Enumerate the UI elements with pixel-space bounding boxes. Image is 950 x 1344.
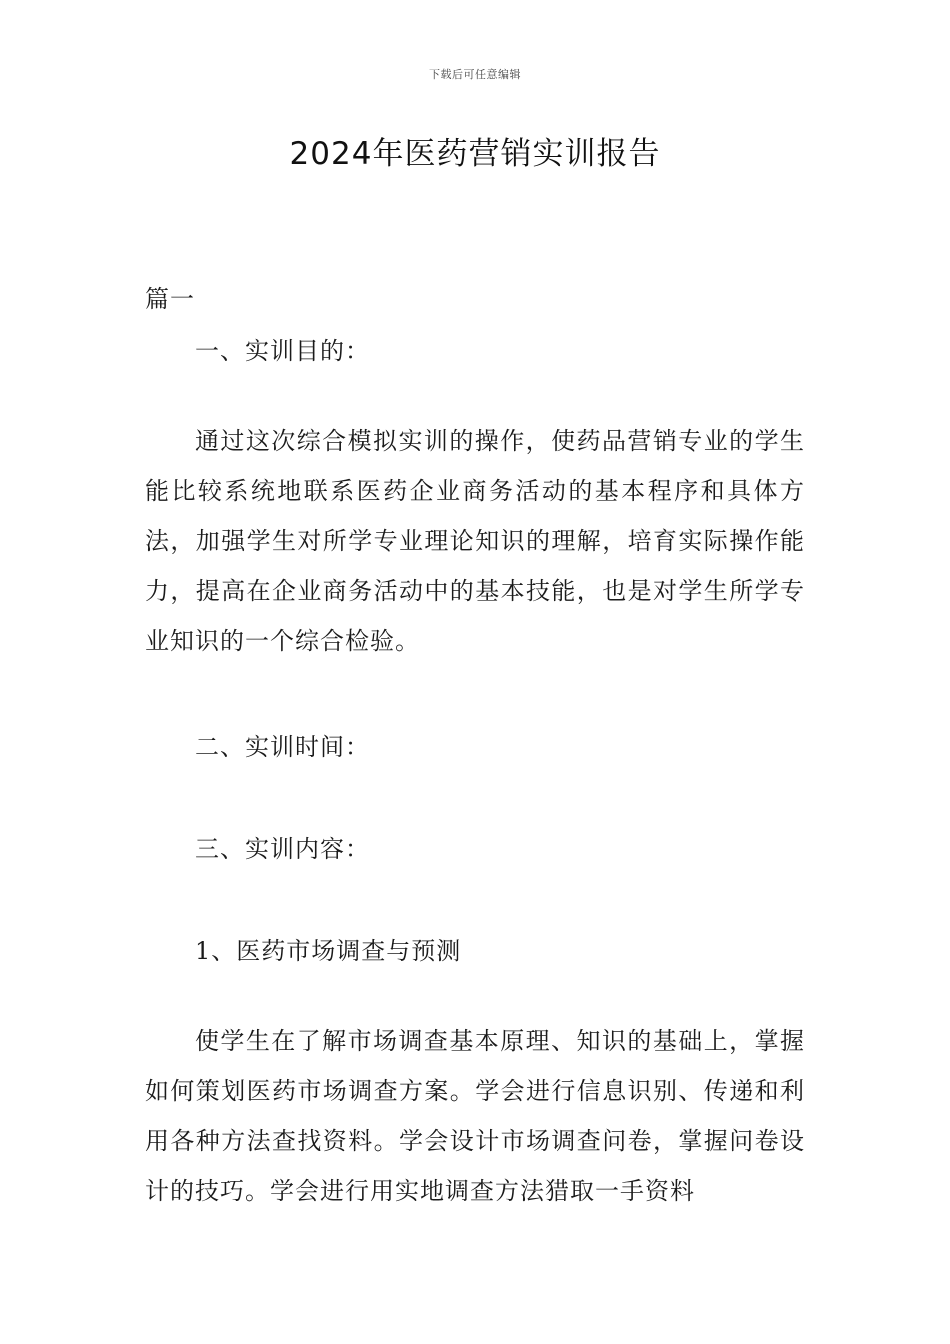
section-heading-content: 三、实训内容： (195, 835, 370, 863)
part-label: 篇一 (145, 285, 195, 313)
paragraph-market-research: 使学生在了解市场调查基本原理、知识的基础上，掌握如何策划医药市场调查方案。学会进行信息识别、传递和利用各种方法查找资料。学会设计市场调查问卷，掌握问卷设计的技巧。学会进行用实地调查方法猎取一手资料 (145, 1027, 805, 1205)
header-note: 下载后可任意编辑 (429, 68, 521, 81)
document-body (145, 280, 805, 1216)
section-heading-purpose: 一、实训目的： (195, 337, 370, 365)
document-title: 2024年医药营销实训报告 (289, 136, 661, 172)
subsection-heading-market-research: 1、医药市场调查与预测 (195, 937, 462, 965)
section-heading-time: 二、实训时间： (195, 733, 370, 761)
paragraph-purpose: 通过这次综合模拟实训的操作，使药品营销专业的学生能比较系统地联系医药企业商务活动的基本程序和具体方法，加强学生对所学专业理论知识的理解，培育实际操作能力，提高在企业商务活动中的基本技能，也是对学生所学专业知识的一个综合检验。 (145, 427, 805, 655)
